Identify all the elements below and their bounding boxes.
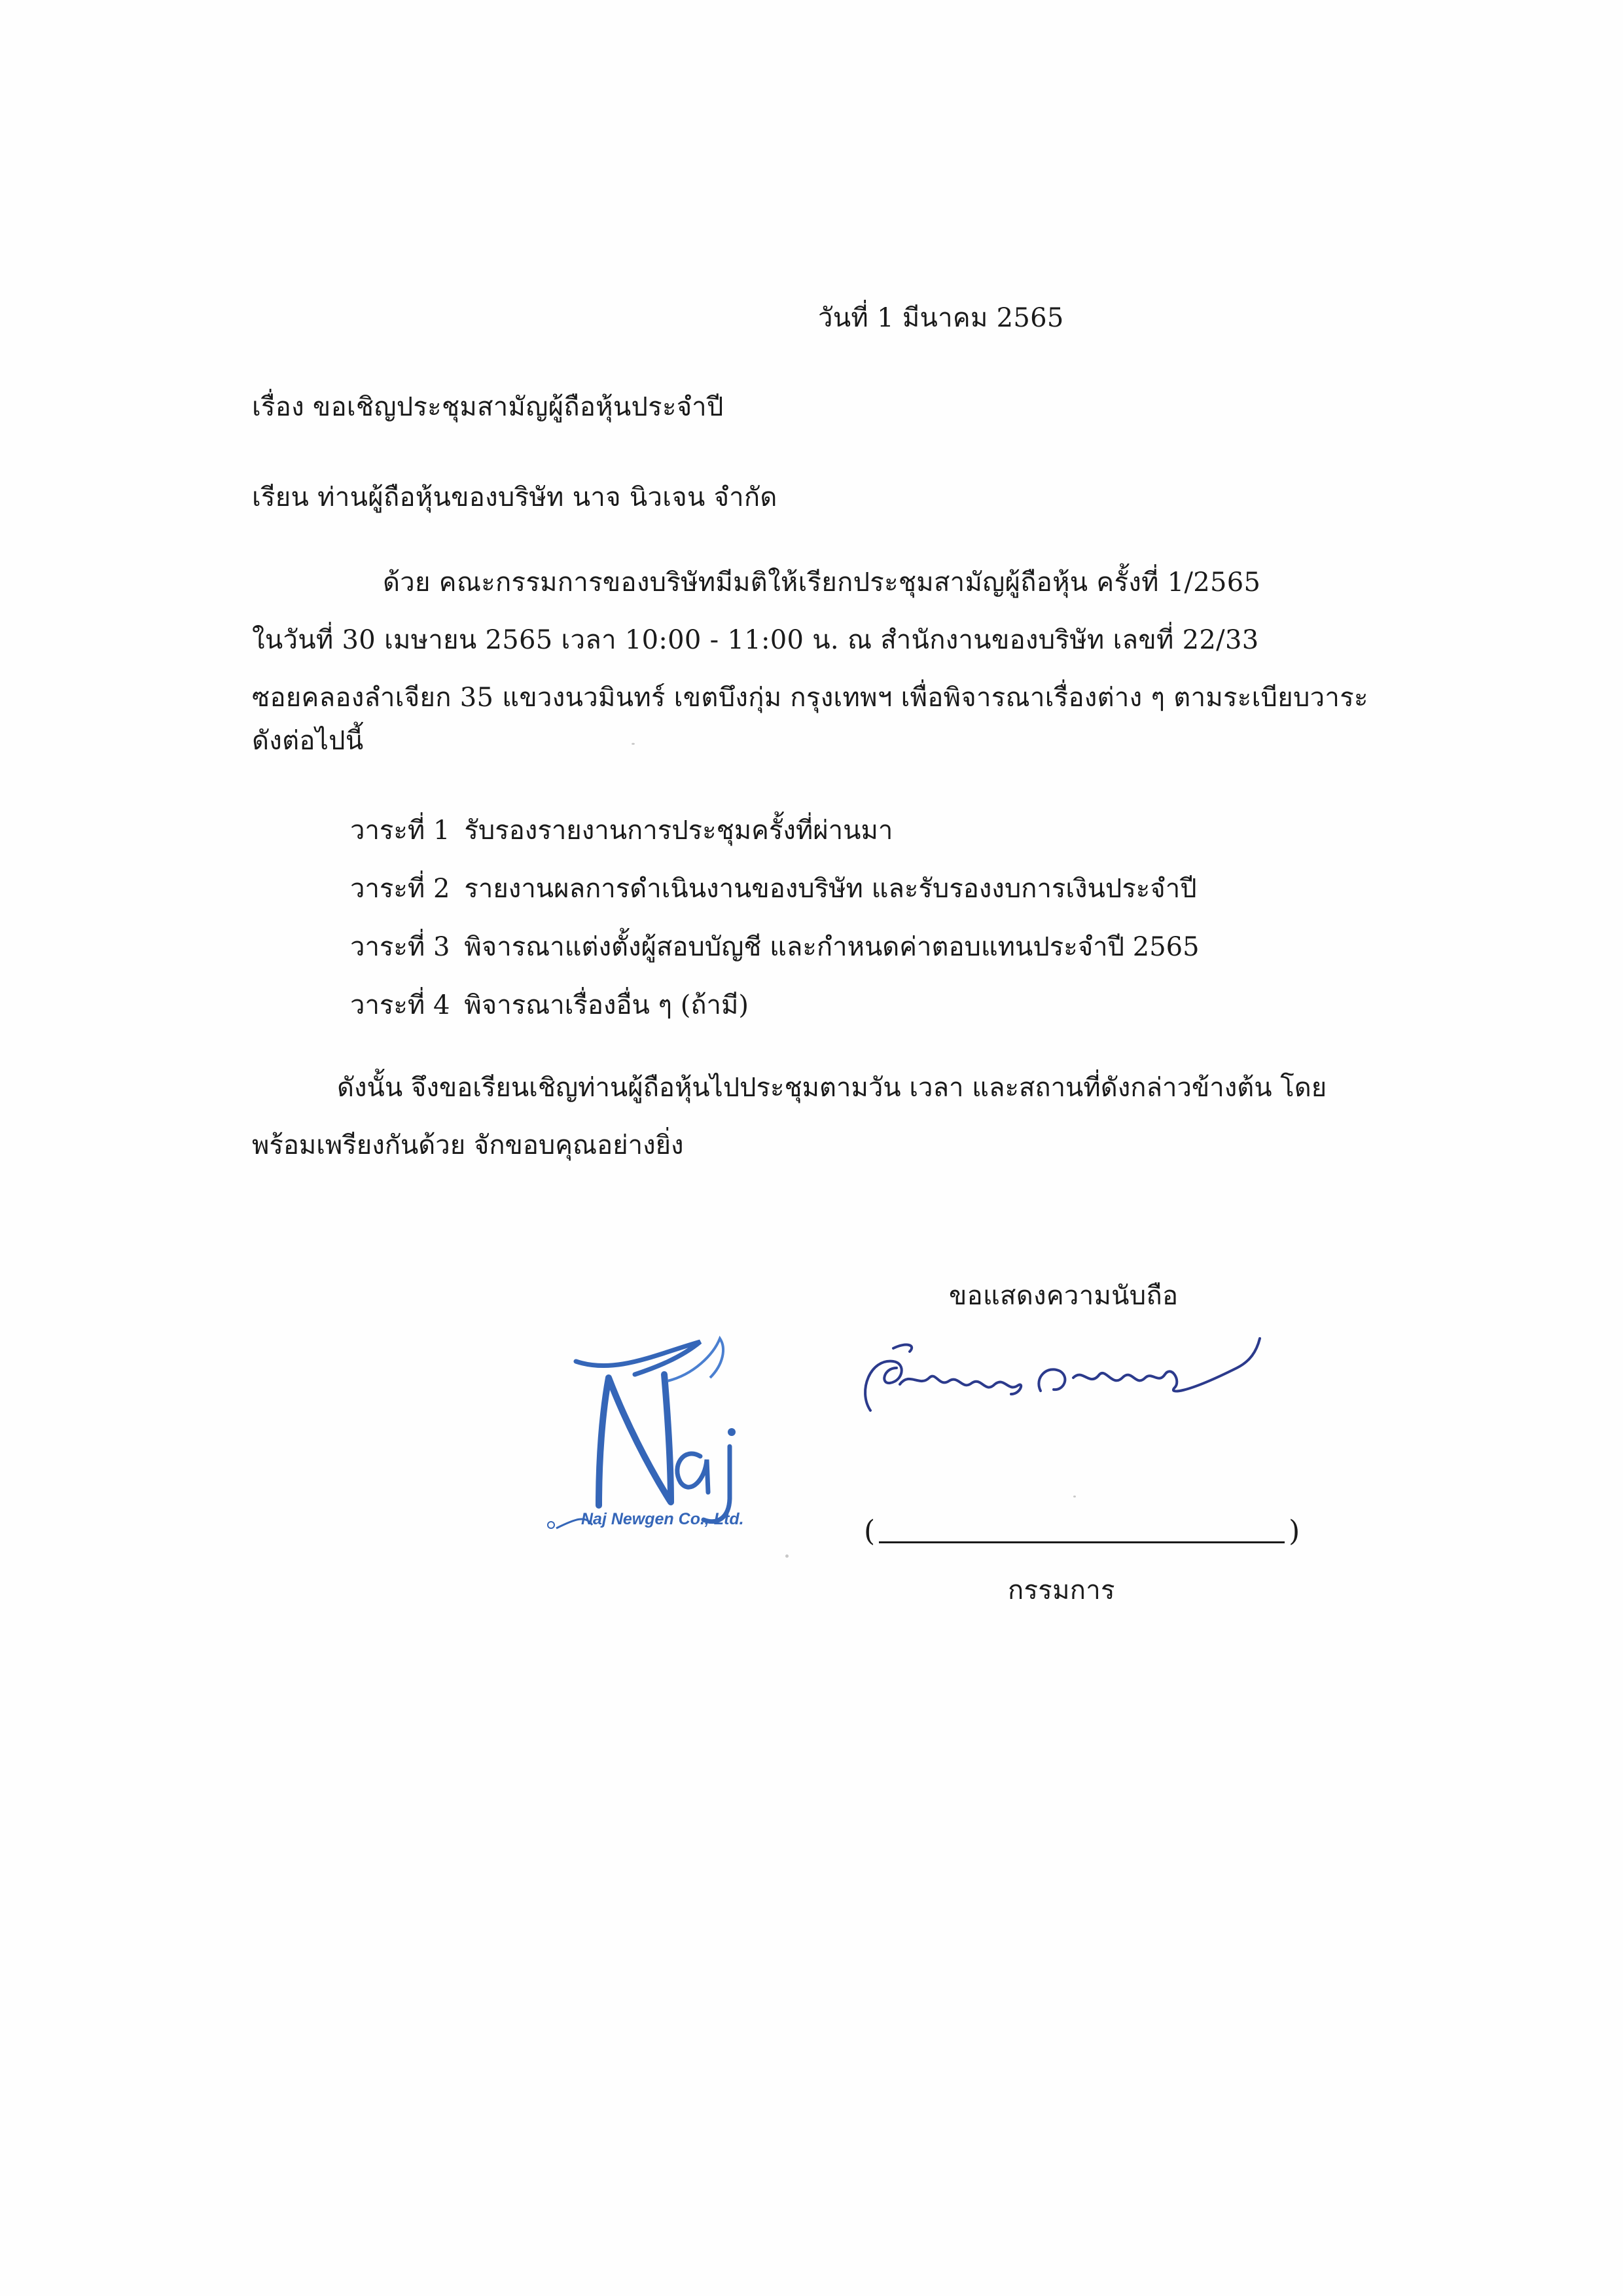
body-paragraph <box>252 563 1381 761</box>
scan-speck <box>1073 1496 1076 1498</box>
signature-open-paren: ( <box>864 1515 876 1548</box>
body-line: ในวันที่ 30 เมษายน 2565 เวลา 10:00 - 11:00 น. ณ สำนักงานของบริษัท เลขที่ 22/33 <box>252 625 1259 655</box>
letter-subject: เรื่อง ขอเชิญประชุมสามัญผู้ถือหุ้นประจำปี <box>252 392 724 422</box>
letter-recipient: เรียน ท่านผู้ถือหุ้นของบริษัท นาจ นิวเจน จำกัด <box>252 482 777 512</box>
agenda-item <box>350 976 1200 1034</box>
signer-title: กรรมการ <box>1008 1575 1115 1605</box>
agenda-text: รายงานผลการดำเนินงานของบริษัท และรับรองงบการเงินประจำปี <box>464 873 1197 904</box>
agenda-item <box>350 918 1200 976</box>
agenda-number: วาระที่ 1 <box>350 815 450 846</box>
scan-speck <box>632 743 635 745</box>
signature-line <box>864 1512 1300 1551</box>
body-line: ดังต่อไปนี้ <box>252 726 364 756</box>
agenda-number: วาระที่ 3 <box>350 931 450 962</box>
agenda-text: รับรองรายงานการประชุมครั้งที่ผ่านมา <box>464 815 893 846</box>
agenda-number: วาระที่ 4 <box>350 990 450 1020</box>
agenda-list <box>350 801 1200 1034</box>
signature-close-paren: ) <box>1289 1515 1300 1548</box>
letter-date: วันที่ 1 มีนาคม 2565 <box>818 303 1064 333</box>
closing-line: ดังนั้น จึงขอเรียนเชิญท่านผู้ถือหุ้นไปประชุมตามวัน เวลา และสถานที่ดังกล่าวข้างต้น โดย <box>337 1073 1327 1103</box>
agenda-item <box>350 859 1200 918</box>
closing-paragraph <box>252 1068 1381 1165</box>
signature-rule <box>879 1541 1285 1543</box>
logo-caption: Naj Newgen Co., Ltd. <box>581 1510 744 1528</box>
handwritten-signature <box>844 1332 1270 1443</box>
agenda-text: พิจารณาเรื่องอื่น ๆ (ถ้ามี) <box>464 990 749 1020</box>
body-line: ซอยคลองลำเจียก 35 แขวงนวมินทร์ เขตบึงกุ่ม กรุงเทพฯ เพื่อพิจารณาเรื่องต่าง ๆ ตามระเบียบวาระ <box>252 683 1368 713</box>
scan-speck <box>785 1554 789 1558</box>
agenda-number: วาระที่ 2 <box>350 873 450 904</box>
body-line: ด้วย คณะกรรมการของบริษัทมีมติให้เรียกประชุมสามัญผู้ถือหุ้น ครั้งที่ 1/2565 <box>383 567 1261 598</box>
logo-wordmark-graphic <box>548 1338 736 1528</box>
agenda-item <box>350 801 1200 859</box>
regards-text: ขอแสดงความนับถือ <box>949 1281 1179 1311</box>
agenda-text: พิจารณาแต่งตั้งผู้สอบบัญชี และกำหนดค่าตอบแทนประจำปี 2565 <box>464 931 1200 962</box>
closing-line: พร้อมเพรียงกันด้วย จักขอบคุณอย่างยิ่ง <box>252 1130 684 1160</box>
